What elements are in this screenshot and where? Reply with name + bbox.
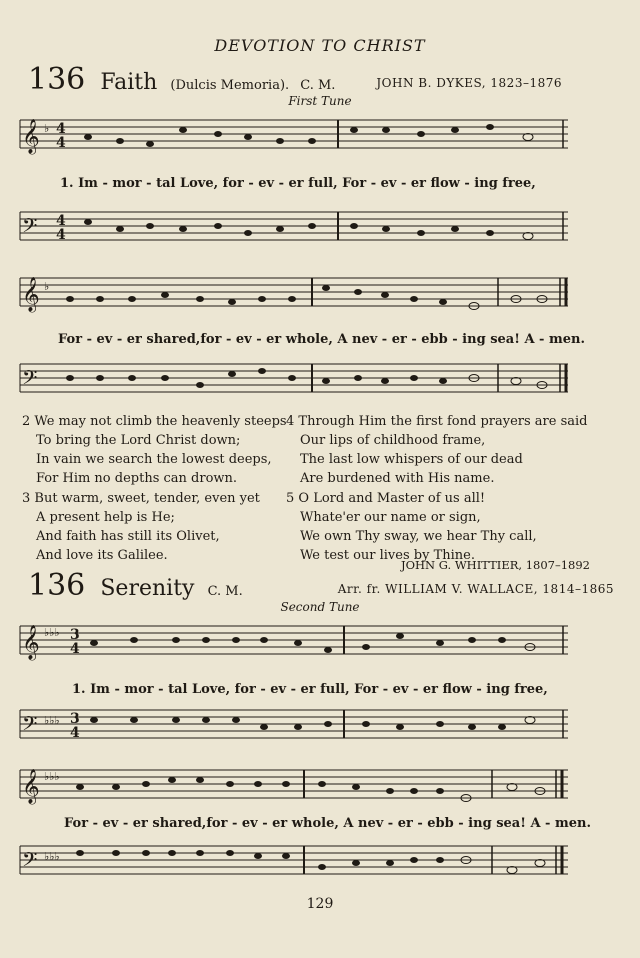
verse-4-line-1: 4 Through Him the first fond prayers are said — [286, 414, 588, 429]
svg-text:𝄢: 𝄢 — [22, 848, 38, 876]
hymn2-bass-notes-1 — [90, 717, 535, 731]
svg-text:4: 4 — [56, 213, 66, 229]
page-number: 129 — [306, 896, 334, 912]
verse-3-line-3: And faith has still its Olivet, — [36, 529, 220, 544]
hymn-author: JOHN G. WHITTIER, 1807–1892 — [400, 558, 590, 572]
svg-text:♭♭♭: ♭♭♭ — [44, 626, 60, 639]
hymn1-header — [28, 62, 335, 97]
verse-3 — [22, 489, 260, 565]
hymn2-treble-staff-1 — [0, 618, 640, 678]
svg-text:𝄞: 𝄞 — [22, 769, 40, 804]
svg-text:3: 3 — [70, 711, 80, 727]
hymn1-treble-staff-2 — [0, 270, 640, 330]
svg-text:♭♭♭: ♭♭♭ — [44, 770, 60, 783]
svg-text:𝄞: 𝄞 — [22, 625, 40, 660]
hymn1-lyric-line-2: For - ev - er shared,for - ev - er whole, A nev - er - ebb - ing sea! A - men. — [58, 332, 585, 347]
verse-4-line-4: Are burdened with His name. — [300, 471, 495, 486]
hymn1-tune-label: First Tune — [288, 94, 352, 108]
hymn1-bass-staff-2 — [0, 356, 640, 406]
hymn2-bass-staff-2 — [0, 838, 640, 888]
svg-text:𝄢: 𝄢 — [22, 214, 38, 242]
svg-text:4: 4 — [70, 725, 80, 741]
hymn1-tune-name: Faith — [100, 70, 158, 95]
verse-5-line-3: We own Thy sway, we hear Thy call, — [300, 529, 537, 544]
verse-5 — [286, 489, 537, 565]
svg-text:𝄢: 𝄢 — [22, 712, 38, 740]
svg-text:♭: ♭ — [44, 280, 50, 293]
verse-4-line-3: The last low whispers of our dead — [300, 452, 523, 467]
hymn1-alt-name: (Dulcis Memoria). — [170, 78, 290, 93]
svg-text:3: 3 — [70, 627, 80, 643]
hymn2-tune-label: Second Tune — [280, 600, 360, 614]
svg-text:4: 4 — [56, 121, 66, 137]
verse-3-line-4: And love its Galilee. — [36, 548, 168, 563]
svg-text:♭♭♭: ♭♭♭ — [44, 714, 60, 727]
svg-text:4: 4 — [56, 227, 66, 243]
svg-text:♭: ♭ — [44, 122, 50, 135]
hymn1-number: 136 — [28, 62, 86, 97]
hymn2-bass-staff-1 — [0, 702, 640, 752]
svg-text:𝄞: 𝄞 — [22, 119, 40, 154]
hymn2-composer: Arr. fr. WILLIAM V. WALLACE, 1814–1865 — [337, 582, 614, 596]
verse-4-line-2: Our lips of childhood frame, — [300, 433, 486, 448]
hymn2-lyric-line-2: For - ev - er shared,for - ev - er whole, A nev - er - ebb - ing sea! A - men. — [64, 816, 591, 831]
hymn1-meter: C. M. — [300, 78, 336, 93]
hymn2-tune-name: Serenity — [100, 576, 195, 601]
verse-2-line-2: To bring the Lord Christ down; — [36, 433, 241, 448]
hymn2-bass-notes-2 — [76, 850, 545, 874]
verse-2-line-4: For Him no depths can drown. — [36, 471, 238, 486]
verse-3-line-1: 3 But warm, sweet, tender, even yet — [22, 491, 260, 506]
hymn2-number: 136 — [28, 568, 86, 603]
verse-2-line-3: In vain we search the lowest deeps, — [36, 452, 272, 467]
verse-5-line-2: Whate'er our name or sign, — [300, 510, 481, 525]
hymn1-bass-staff-1 — [0, 204, 640, 254]
svg-text:♭♭♭: ♭♭♭ — [44, 850, 60, 863]
verse-5-line-4: We test our lives by Thine. — [300, 548, 475, 563]
hymn2-lyric-line-1: 1. Im - mor - tal Love, for - ev - er full, For - ev - er flow - ing free, — [72, 682, 548, 697]
svg-text:4: 4 — [56, 135, 66, 151]
verse-4 — [286, 412, 587, 488]
hymn2-header — [28, 568, 243, 603]
svg-text:𝄞: 𝄞 — [22, 277, 40, 312]
svg-text:𝄢: 𝄢 — [22, 366, 38, 394]
svg-text:4: 4 — [70, 641, 80, 657]
hymn2-notes-1 — [90, 633, 535, 653]
hymn1-bass-notes-1 — [84, 219, 533, 240]
section-title: DEVOTION TO CHRIST — [214, 36, 426, 55]
hymn1-composer: JOHN B. DYKES, 1823–1876 — [376, 76, 562, 90]
hymn2-meter: C. M. — [207, 584, 243, 599]
hymn2-treble-staff-2 — [0, 762, 640, 822]
hymn1-lyric-line-1: 1. Im - mor - tal Love, for - ev - er full, For - ev - er flow - ing free, — [60, 176, 536, 191]
verse-2-line-1: 2 We may not climb the heavenly steeps — [22, 414, 287, 429]
hymn1-treble-staff-1 — [0, 112, 640, 172]
verse-3-line-2: A present help is He; — [36, 510, 175, 525]
verse-5-line-1: 5 O Lord and Master of us all! — [286, 491, 486, 506]
verse-2 — [22, 412, 287, 488]
